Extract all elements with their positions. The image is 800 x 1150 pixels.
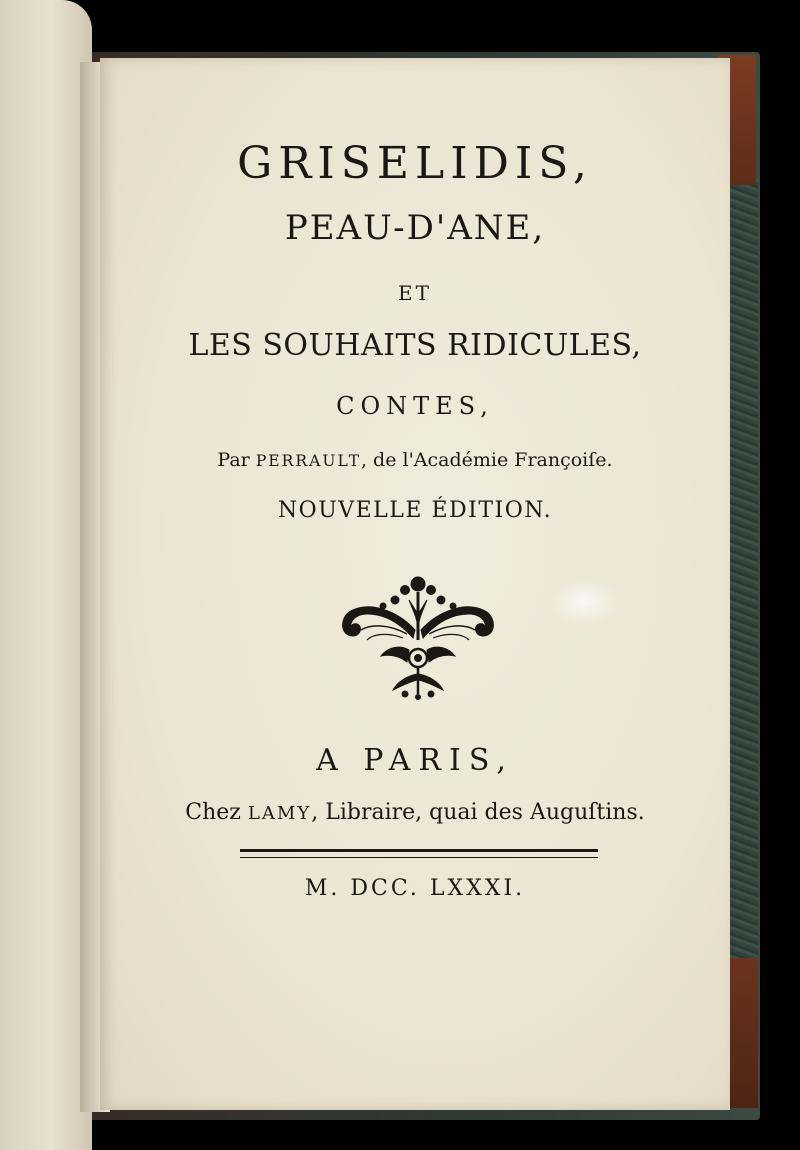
- publisher-line: [100, 800, 730, 825]
- author-prefix: Par: [217, 449, 256, 471]
- title-griselidis: GRISELIDIS,: [237, 138, 593, 189]
- double-rule: [240, 849, 598, 858]
- edition-line: NOUVELLE ÉDITION.: [277, 498, 553, 523]
- author-name: PERRAULT: [255, 452, 361, 470]
- author-suffix: , de l'Académie Françoiſe.: [360, 449, 613, 471]
- title-peau-dane: PEAU-D'ANE,: [284, 208, 546, 248]
- title-et: ET: [398, 281, 432, 305]
- marbled-board-edge: [728, 180, 758, 960]
- publisher-prefix: Chez: [185, 800, 248, 825]
- floral-vignette-icon: [337, 570, 499, 700]
- imprint-date: M. DCC. LXXXI.: [304, 876, 526, 901]
- paper-stain: [550, 580, 620, 625]
- city-line: A PARIS,: [316, 743, 514, 778]
- title-souhaits: LES SOUHAITS RIDICULES,: [188, 328, 642, 363]
- subtitle-contes: CONTES,: [336, 392, 494, 420]
- publisher-name: LAMY: [247, 803, 312, 824]
- publisher-suffix: , Libraire, quai des Auguſtins.: [311, 800, 645, 825]
- endpaper-leaf: [0, 0, 92, 1150]
- author-line: [100, 449, 730, 471]
